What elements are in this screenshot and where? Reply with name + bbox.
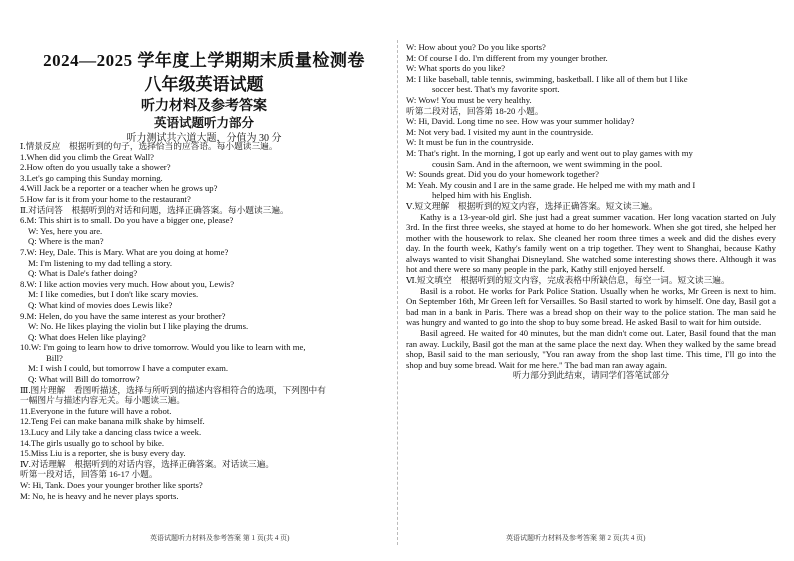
text-line: Bill? bbox=[46, 352, 63, 363]
listening-script-part1 bbox=[20, 141, 388, 501]
listening-script-part2 bbox=[406, 42, 776, 381]
text-line: Q: What is Dale's father doing? bbox=[28, 268, 138, 279]
text-line: 12.Teng Fei can make banana milk shake by himself. bbox=[20, 416, 205, 427]
text-line: 7.W: Hey, Dale. This is Mary. What are you doing at home? bbox=[20, 246, 229, 257]
section-6-heading: Ⅵ.短文填空 根据听到的短文内容，完成表格中所缺信息，每空一词。短文读三遍。 bbox=[406, 275, 730, 286]
page-2 bbox=[406, 0, 776, 561]
text-line: Ⅱ.对话问答 根据听到的对话和问题，选择正确答案。每小题读三遍。 bbox=[20, 204, 289, 215]
text-line: 10.W: I'm going to learn how to drive tomorrow. Would you like to learn with me, bbox=[20, 342, 306, 353]
text-line: Ⅲ.图片理解 看图听描述，选择与所听到的描述内容相符合的选项，下列图中有 bbox=[20, 384, 326, 395]
text-line: M: That's right. In the morning, I got up early and went out to play games with my bbox=[406, 147, 693, 158]
text-line: M: I'm listening to my dad telling a story. bbox=[28, 257, 173, 268]
text-line: Ⅰ.情景反应 根据听到的句子，选择恰当的应答语。每小题读三遍。 bbox=[20, 141, 278, 151]
listening-intro: 听力测试共六道大题，分值为 30 分 bbox=[126, 133, 282, 144]
exam-title: 2024—2025 学年度上学期期末质量检测卷 bbox=[43, 51, 365, 70]
page-1 bbox=[20, 0, 388, 561]
page-divider bbox=[397, 40, 398, 545]
part-title: 英语试题听力部分 bbox=[153, 116, 254, 130]
text-line: 3.Let's go camping this Sunday morning. bbox=[20, 172, 163, 183]
text-line: Ⅴ.短文理解 根据听到的短文内容，选择正确答案。短文读三遍。 bbox=[406, 200, 658, 211]
text-line: 11.Everyone in the future will have a robot. bbox=[20, 405, 172, 416]
text-line: 听第二段对话，回答第 18-20 小题。 bbox=[406, 105, 544, 116]
page-footer: 英语试题听力材料及参考答案 第 2 页(共 4 页) bbox=[506, 534, 646, 542]
text-line: 13.Lucy and Lily take a dancing class twice a week. bbox=[20, 427, 202, 438]
text-line: W: No. He likes playing the violin but I like playing the drums. bbox=[28, 321, 249, 332]
text-line: cousin Sam. And in the afternoon, we went swimming in the pool. bbox=[432, 158, 663, 169]
text-line: 14.The girls usually go to school by bike. bbox=[20, 437, 165, 448]
text-line: M: Yeah. My cousin and I are in the same grade. He helped me with my math and I bbox=[406, 179, 696, 190]
text-line: 听第一段对话，回答第 16-17 小题。 bbox=[20, 469, 158, 480]
section-title: 听力材料及参考答案 bbox=[141, 99, 267, 114]
text-line: 8.W: I like action movies very much. How about you, Lewis? bbox=[20, 278, 235, 289]
text-line: 5.How far is it from your home to the restaurant? bbox=[20, 193, 191, 204]
text-line: W: Wow! You must be very healthy. bbox=[406, 94, 532, 105]
text-line: M: No, he is heavy and he never plays sports. bbox=[20, 490, 179, 501]
exam-subtitle: 八年级英语试题 bbox=[144, 75, 264, 94]
text-line: W: It must be fun in the countryside. bbox=[406, 137, 534, 148]
passage-kathy: Kathy is a 13-year-old girl. She just had a great summer vacation. Her long vacation started on July 3rd. In the first three weeks, she stayed at home to do her homework. When she got tired, she helped her mother with the housework to relax. She cleaned her room three times a week and did the dishes every day. In the fourth week, Kathy's family went on a trip together. They went to Shanghai, because Kathy always wanted to visit Shanghai Disneyland. She watched some interesting shows there. Although it was hot and there were so many people in the park, Kathy still enjoyed herself. bbox=[406, 211, 776, 275]
passage-basil-1: Basil is a robot. He works for Park Police Station. Usually when he works, Mr Green is next to him. On September 16th, Mr Green left for Versailles. So Basil started to work by himself. One day, Basil got a bad man in a bank in Paris. There was a bread shop on their way to the police station. The man said he was hungry and wanted to go into the shop to buy some bread. He asked Basil to wait for him outside. bbox=[406, 285, 776, 328]
text-line: 9.M: Helen, do you have the same interest as your brother? bbox=[20, 310, 226, 321]
text-line: M: I like baseball, table tennis, swimming, basketball. I like all of them but I like bbox=[406, 73, 688, 84]
text-line: W: Hi, Tank. Does your younger brother like sports? bbox=[20, 480, 203, 490]
text-line: helped him with his English. bbox=[432, 190, 532, 201]
text-line: 4.Will Jack be a reporter or a teacher when he grows up? bbox=[20, 183, 218, 194]
text-line: M: I like comedies, but I don't like scary movies. bbox=[28, 289, 199, 300]
text-line: W: What sports do you like? bbox=[406, 63, 506, 74]
passage-basil-2: Basil agreed. He waited for 40 minutes, but the man didn't come out. Later, Basil found that the man ran away. Luckily, Basil got the man at the same place the next day. When they walked by the same bread shop, Basil said to the man seriously, "You ran away from the shop last time. This time, I'll go into the shop and buy some bread. Wait for me here." The bad man ran away again. bbox=[406, 328, 776, 370]
text-line: Ⅳ.对话理解 根据听到的对话内容，选择正确答案。对话读三遍。 bbox=[20, 458, 275, 469]
text-line: W: Hi, David. Long time no see. How was your summer holiday? bbox=[406, 116, 635, 127]
text-line: 1.When did you climb the Great Wall? bbox=[20, 151, 154, 162]
text-line: W: Sounds great. Did you do your homework together? bbox=[406, 169, 599, 180]
text-line: Q: What does Helen like playing? bbox=[28, 331, 146, 342]
end-note: 听力部分到此结束，请同学们答笔试部分 bbox=[512, 370, 670, 381]
page-footer: 英语试题听力材料及参考答案 第 1 页(共 4 页) bbox=[150, 534, 290, 542]
text-line: soccer best. That's my favorite sport. bbox=[432, 84, 560, 95]
text-line: Q: Where is the man? bbox=[28, 236, 104, 247]
text-line: M: Of course I do. I'm different from my younger brother. bbox=[406, 52, 608, 63]
text-line: 一幅图片与描述内容无关。每小题读三遍。 bbox=[20, 395, 186, 406]
text-line: 2.How often do you usually take a shower? bbox=[20, 162, 171, 173]
text-line: Q: What will Bill do tomorrow? bbox=[28, 374, 140, 385]
text-line: 6.M: This shirt is to small. Do you have a bigger one, please? bbox=[20, 215, 234, 226]
text-line: W: How about you? Do you like sports? bbox=[406, 42, 546, 52]
text-line: W: Yes, here you are. bbox=[28, 225, 103, 236]
text-line: 15.Miss Liu is a reporter, she is busy every day. bbox=[20, 448, 186, 459]
text-line: M: Not very bad. I visited my aunt in the countryside. bbox=[406, 126, 594, 137]
text-line: Q: What kind of movies does Lewis like? bbox=[28, 299, 173, 310]
text-line: M: I wish I could, but tomorrow I have a computer exam. bbox=[28, 363, 229, 374]
